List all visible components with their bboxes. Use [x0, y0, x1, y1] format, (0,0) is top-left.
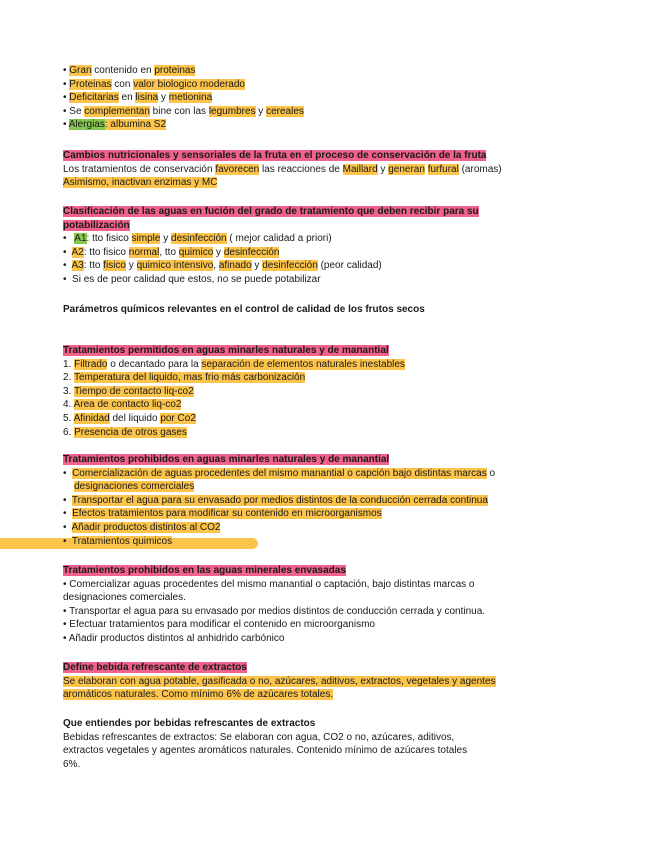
plain-text: 6.	[63, 426, 75, 438]
highlighted-text: separación de elementos naturales inestables	[201, 358, 405, 370]
highlighted-text: fisico	[103, 260, 126, 272]
prohibited-treatments-section	[63, 453, 583, 548]
highlighted-text: Añadir productos distintos al CO2	[71, 521, 221, 533]
text-line	[63, 118, 583, 132]
bottled-water-prohibited-section	[63, 564, 583, 646]
section-heading: Parámetros químicos relevantes en el control de calidad de los frutos secos	[63, 304, 425, 315]
text-line	[63, 64, 583, 78]
plain-text: •	[63, 535, 72, 547]
plain-text: y	[255, 105, 267, 117]
plain-text: y	[213, 246, 224, 258]
highlighted-text: Efectos tratamientos para modificar su contenido en microorganismos	[72, 508, 382, 520]
text-line	[63, 507, 583, 521]
plain-text: , tto	[159, 246, 179, 258]
plain-text: Los tratamientos de conservación	[63, 163, 216, 175]
text-line	[63, 426, 583, 440]
highlighted-text: A3	[71, 260, 84, 272]
permitted-treatments-section	[63, 344, 583, 439]
plain-text: •	[63, 260, 72, 272]
highlighted-text: Gran	[69, 65, 92, 76]
highlighted-text: Tratamientos quimicos	[71, 535, 173, 547]
section-heading: Define bebida refrescante de extractos	[63, 662, 247, 673]
highlighted-text: Tiempo de contacto liq-co2	[73, 385, 194, 397]
highlighted-text: Presencia de otros gases	[74, 426, 187, 438]
highlighted-text: Maillard	[342, 163, 378, 175]
section-heading: Clasificación de las aguas en fución del grado de tratamiento que deben recibir para su	[63, 206, 479, 217]
highlighted-text: simple	[131, 233, 161, 245]
plain-text: y	[251, 260, 263, 272]
highlighted-text: legumbres	[208, 105, 256, 117]
definition-line: aromáticos naturales. Como mínimo 6% de azúcares totales.	[63, 689, 334, 701]
highlighted-text: desinfección	[262, 260, 318, 272]
plain-text: 1.	[63, 358, 75, 370]
plain-text: 5.	[63, 412, 74, 424]
text-line	[63, 273, 583, 287]
plain-text: (peor calidad)	[317, 260, 382, 272]
plain-text: 4.	[63, 399, 74, 411]
section-body	[63, 467, 583, 549]
text-line	[63, 371, 583, 385]
highlighted-text: Proteinas	[69, 78, 112, 90]
section-body	[63, 163, 583, 190]
plain-text: •	[63, 508, 73, 520]
text-line	[63, 521, 583, 535]
section-heading: Cambios nutricionales y sensoriales de la fruta en el proceso de conservación de la fruta	[63, 150, 487, 161]
text-line	[63, 398, 583, 412]
highlighted-text: quimico intensivo	[136, 260, 214, 272]
highlighted-text: designaciones comerciales	[74, 481, 195, 493]
define-beverage-section	[63, 661, 583, 702]
highlighted-text: cereales	[266, 105, 304, 117]
highlighted-text: complementan	[84, 105, 150, 117]
plain-text: (aromas)	[458, 163, 502, 175]
plain-text: y	[160, 233, 172, 245]
definition-line: Se elaboran con agua potable, gasificada o no, azúcares, aditivos, extractos, vegetales y agentes	[63, 675, 496, 687]
section-heading: Tratamientos prohibidos en aguas minarles naturales y de manantial	[63, 454, 390, 465]
nutrition-list	[63, 64, 583, 132]
text-line	[63, 105, 583, 119]
water-classification-section	[63, 205, 583, 287]
plain-text: • Si es de peor calidad que estos, no se puede potabilizar	[63, 273, 321, 285]
section-heading: Tratamientos prohibidos en las aguas minerales envasadas	[63, 565, 346, 576]
highlighted-text: generan	[388, 163, 425, 175]
highlighted-text: Area de contacto liq-co2	[73, 399, 182, 411]
text-line	[63, 385, 583, 399]
highlighted-text: desinfección	[171, 233, 227, 245]
text-line	[63, 176, 583, 190]
section-heading: Tratamientos permitidos en aguas minarles naturales y de manantial	[63, 345, 389, 356]
plain-text: o decantado para la	[107, 358, 202, 370]
plain-text: contenido en	[91, 65, 155, 76]
text-line	[63, 412, 583, 426]
plain-text: en	[118, 92, 136, 104]
highlighted-text: favorecen	[215, 163, 260, 175]
highlighted-text: por Co2	[160, 412, 196, 424]
body-line: Bebidas refrescantes de extractos: Se elaboran con agua, CO2 o no, azúcares, aditivos,	[63, 731, 455, 743]
plain-text: ,	[213, 260, 219, 272]
highlighted-text: Comercialización de aguas procedentes del mismo manantial o capción bajo distintas marcas	[72, 467, 487, 479]
text-line	[63, 78, 583, 92]
list-item: designaciones comerciales.	[63, 592, 186, 604]
list-item: • Comercializar aguas procedentes del mismo manantial o captación, bajo distintas marcas o	[63, 578, 475, 590]
highlighted-text: valor biologico moderado	[133, 78, 245, 90]
chemical-parameters-section	[63, 303, 583, 317]
highlighted-text: A1	[74, 233, 87, 245]
highlighted-text: Deficitarias	[69, 92, 119, 104]
body-line: 6%.	[63, 758, 81, 770]
plain-text: 3.	[63, 385, 74, 397]
section-body	[63, 232, 583, 286]
highlighted-text: Transportar el agua para su envasado por medios distintos de la conducción cerrada continua	[71, 494, 488, 506]
plain-text: : tto	[83, 260, 104, 272]
plain-text: •	[63, 92, 70, 104]
plain-text: y	[158, 92, 169, 104]
text-line	[63, 232, 583, 246]
plain-text: •	[63, 521, 72, 533]
plain-text: o	[486, 467, 496, 479]
text-line	[63, 494, 583, 508]
highlighted-text: Temperatura del liquido, mas frio más carbonización	[73, 372, 306, 384]
plain-text: las reacciones de	[259, 163, 343, 175]
plain-text: •	[63, 119, 69, 131]
plain-text: y	[126, 260, 137, 272]
highlighted-text: Alergias	[68, 119, 105, 131]
list-item: • Efectuar tratamientos para modificar el contenido en microorganismo	[63, 619, 375, 631]
highlighted-text: afinado	[218, 260, 252, 272]
plain-text: : tto fisico	[86, 233, 132, 245]
highlighted-text: lisina	[135, 92, 159, 104]
list-item: • Transportar el agua para su envasado por medios distintos de conducción cerrada y continua.	[63, 605, 486, 617]
highlighted-text: desinfección	[223, 246, 280, 258]
highlighted-text: metionina	[168, 92, 213, 104]
body-line: extractos vegetales y agentes aromáticos naturales. Contenido mínimo de azúcares totales	[63, 745, 468, 757]
plain-text: del liquido	[109, 412, 161, 424]
highlighted-text: proteinas	[154, 65, 196, 76]
text-line	[63, 91, 583, 105]
plain-text: : tto fisico	[83, 246, 129, 258]
text-line	[63, 163, 583, 177]
list-item: • Añadir productos distintos al anhidrido carbónico	[63, 632, 285, 644]
fruit-conservation-section	[63, 149, 583, 190]
text-line	[63, 480, 583, 494]
plain-text: •	[63, 467, 73, 479]
plain-text: •	[63, 78, 70, 90]
highlighted-text: Asimismo, inactivan enzimas y MC	[63, 177, 218, 189]
text-line	[63, 259, 583, 273]
plain-text: •	[63, 494, 72, 506]
beverage-explanation-section	[63, 717, 583, 771]
highlighted-text: : albumina S2	[104, 119, 167, 131]
text-line	[63, 246, 583, 260]
highlighted-text: quimico	[178, 246, 214, 258]
plain-text: con	[111, 78, 134, 90]
highlighted-text: Afinidad	[73, 412, 110, 424]
plain-text: •	[63, 233, 75, 245]
section-body	[63, 358, 583, 440]
highlighted-text: A2	[71, 246, 84, 258]
plain-text: ( mejor calidad a priori)	[226, 233, 332, 245]
text-line	[63, 535, 583, 549]
plain-text	[63, 481, 74, 492]
highlighted-text: Filtrado	[74, 358, 108, 370]
plain-text: y	[377, 163, 389, 175]
text-line	[63, 467, 583, 481]
highlighted-text: normal	[128, 246, 160, 258]
highlighted-text: furfural	[427, 163, 459, 175]
plain-text: bine con las	[149, 105, 209, 117]
section-heading-continued: potabilización	[63, 219, 130, 231]
text-line	[63, 358, 583, 372]
plain-text: •	[63, 246, 72, 258]
plain-text: 2.	[63, 372, 74, 384]
plain-text: •	[63, 65, 70, 76]
section-heading: Que entiendes por bebidas refrescantes de extractos	[63, 718, 316, 729]
plain-text: • Se	[63, 105, 85, 117]
